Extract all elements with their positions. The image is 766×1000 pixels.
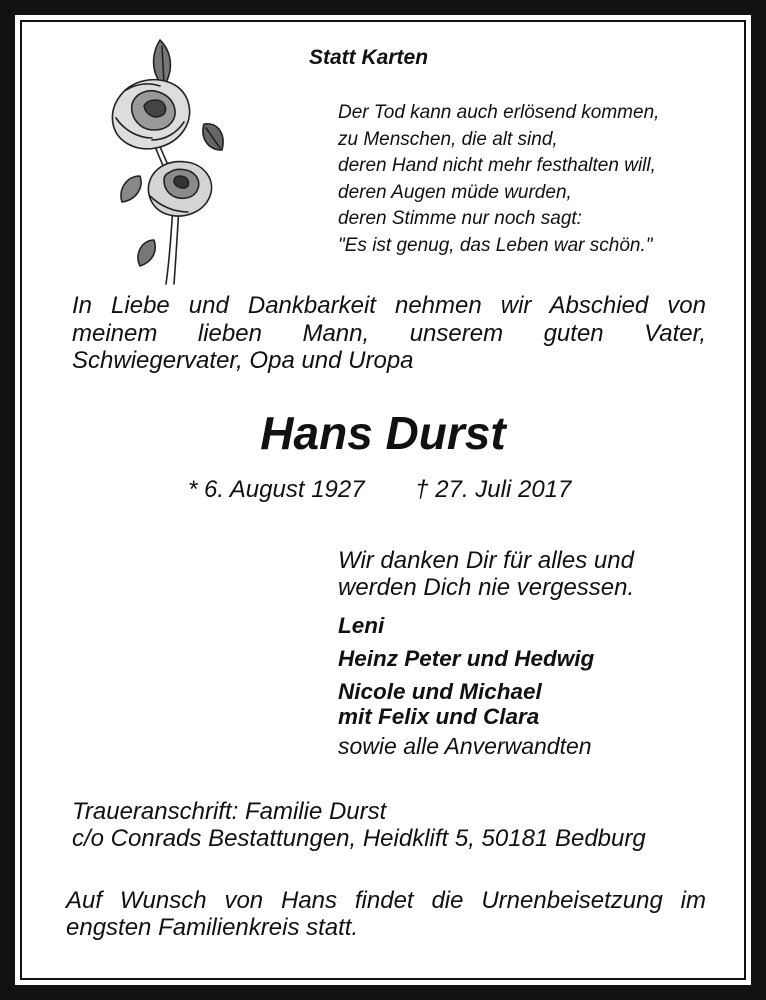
intro-line: meinem lieben Mann, unserem guten Vater,	[72, 319, 706, 347]
poem-line: Der Tod kann auch erlösend kommen,	[338, 102, 660, 123]
intro-line: Schwiegervater, Opa und Uropa	[72, 347, 414, 374]
death-date: † 27. Juli 2017	[415, 476, 572, 503]
mourning-address	[72, 798, 646, 852]
poem-line: deren Augen müde wurden,	[338, 181, 572, 203]
signer-others: sowie alle Anverwandten	[338, 733, 592, 759]
intro-text	[72, 292, 706, 375]
signer: Leni	[338, 613, 385, 638]
burial-note-line: engsten Familienkreis statt.	[66, 914, 359, 941]
signer: mit Felix und Clara	[338, 704, 540, 729]
poem-line: deren Hand nicht mehr festhalten will,	[338, 155, 656, 176]
thanks-text	[338, 547, 634, 601]
thanks-line: Wir danken Dir für alles und	[338, 547, 634, 574]
signers	[338, 613, 594, 760]
signer: Nicole und Michael	[338, 679, 542, 704]
thanks-line: werden Dich nie vergessen.	[338, 574, 635, 601]
address-line: c/o Conrads Bestattungen, Heidklift 5, 50181 Bedburg	[72, 825, 646, 852]
deceased-name: Hans Durst	[260, 407, 506, 459]
life-dates	[188, 476, 571, 504]
signer: Heinz Peter und Hedwig	[338, 646, 595, 671]
intro-line: In Liebe und Dankbarkeit nehmen wir Abschied von	[72, 292, 706, 319]
poem-line: deren Stimme nur noch sagt:	[338, 208, 582, 229]
address-line: Traueranschrift: Familie Durst	[72, 798, 387, 825]
poem-line: "Es ist genug, das Leben war schön."	[338, 234, 653, 256]
birth-date: * 6. August 1927	[188, 476, 365, 503]
burial-note-line: Auf Wunsch von Hans findet die Urnenbeisetzung im	[66, 887, 706, 914]
poem-line: zu Menschen, die alt sind,	[338, 128, 558, 150]
rose-icon	[90, 26, 240, 288]
statt-karten-header: Statt Karten	[309, 46, 429, 69]
burial-note	[66, 887, 706, 941]
poem	[338, 100, 659, 259]
